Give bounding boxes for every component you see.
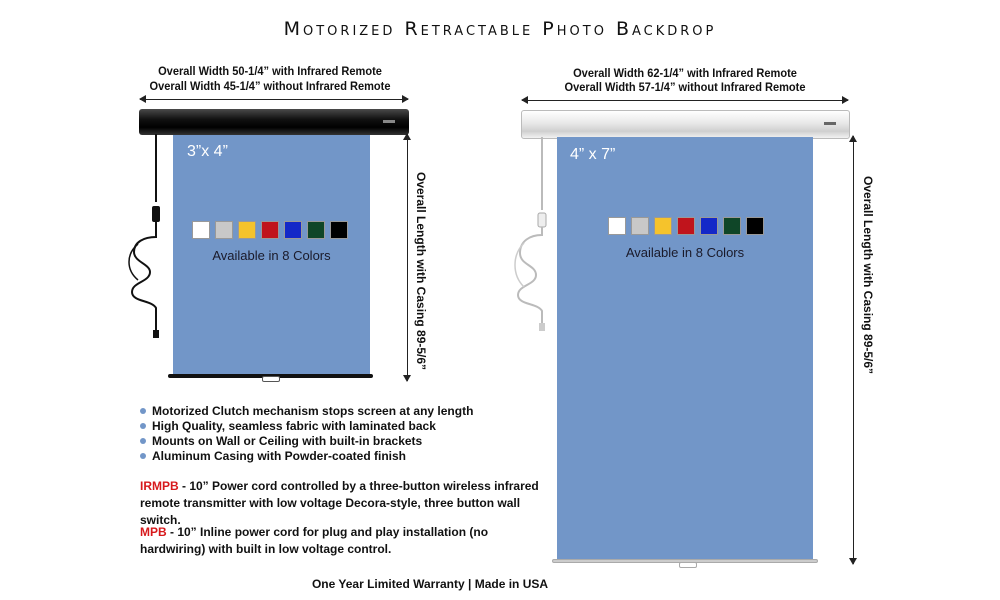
right-length-arrow bbox=[853, 136, 854, 564]
color-swatch-white bbox=[192, 221, 210, 239]
right-size-label: 4” x 7” bbox=[570, 146, 616, 163]
right-color-swatches bbox=[608, 217, 764, 235]
left-pull-handle[interactable] bbox=[262, 376, 280, 382]
color-swatch-gray bbox=[215, 221, 233, 239]
right-width-line-1: Overall Width 62-1/4” with Infrared Remote bbox=[573, 66, 797, 80]
color-swatch-white bbox=[608, 217, 626, 235]
left-length-label: Overall Length with Casing 89-5/6” bbox=[414, 172, 428, 371]
left-power-cord bbox=[124, 132, 164, 347]
left-backdrop-screen bbox=[173, 135, 370, 375]
left-color-swatches bbox=[192, 221, 348, 239]
right-length-label: Overall Length with Casing 89-5/6” bbox=[861, 176, 875, 375]
right-backdrop-screen bbox=[557, 137, 813, 560]
right-power-cord bbox=[512, 135, 552, 335]
right-width-arrow bbox=[522, 100, 848, 101]
left-width-line-1: Overall Width 50-1/4” with Infrared Remote bbox=[158, 64, 382, 78]
mpb-code: MPB bbox=[140, 525, 167, 539]
irmpb-description bbox=[140, 478, 548, 529]
left-size-label: 3”x 4” bbox=[187, 143, 228, 160]
irmpb-code: IRMPB bbox=[140, 479, 179, 493]
warranty-footer: One Year Limited Warranty | Made in USA bbox=[311, 577, 549, 591]
irmpb-text: - 10” Power cord controlled by a three-button wireless infrared remote transmitter with low voltage Decora-style, three button wall switch. bbox=[140, 479, 539, 527]
mpb-description bbox=[140, 524, 542, 558]
color-swatch-red bbox=[261, 221, 279, 239]
left-available-colors: Available in 8 Colors bbox=[212, 248, 331, 263]
right-available-colors: Available in 8 Colors bbox=[625, 245, 745, 260]
color-swatch-gray bbox=[631, 217, 649, 235]
left-casing-logo bbox=[383, 120, 395, 123]
color-swatch-red bbox=[677, 217, 695, 235]
right-casing bbox=[521, 110, 850, 139]
color-swatch-green bbox=[307, 221, 325, 239]
right-casing-logo bbox=[824, 122, 836, 125]
color-swatch-black bbox=[746, 217, 764, 235]
feature-item: Motorized Clutch mechanism stops screen at any length bbox=[140, 404, 540, 419]
right-width-line-2: Overall Width 57-1/4” without Infrared Remote bbox=[564, 80, 806, 94]
feature-list bbox=[140, 404, 540, 464]
left-length-arrow bbox=[407, 134, 408, 381]
color-swatch-blue bbox=[700, 217, 718, 235]
color-swatch-yellow bbox=[238, 221, 256, 239]
color-swatch-black bbox=[330, 221, 348, 239]
feature-item: Mounts on Wall or Ceiling with built-in brackets bbox=[140, 434, 540, 449]
color-swatch-yellow bbox=[654, 217, 672, 235]
mpb-text: - 10” Inline power cord for plug and play installation (no hardwiring) with built in low voltage control. bbox=[140, 525, 489, 556]
left-casing bbox=[139, 109, 409, 135]
left-width-line-2: Overall Width 45-1/4” without Infrared Remote bbox=[149, 79, 391, 93]
color-swatch-green bbox=[723, 217, 741, 235]
color-swatch-blue bbox=[284, 221, 302, 239]
feature-item: Aluminum Casing with Powder-coated finish bbox=[140, 449, 540, 464]
right-pull-handle[interactable] bbox=[679, 562, 697, 568]
feature-item: High Quality, seamless fabric with laminated back bbox=[140, 419, 540, 434]
left-width-arrow bbox=[140, 99, 408, 100]
page-title: Motorized Retractable Photo Backdrop bbox=[283, 18, 717, 40]
